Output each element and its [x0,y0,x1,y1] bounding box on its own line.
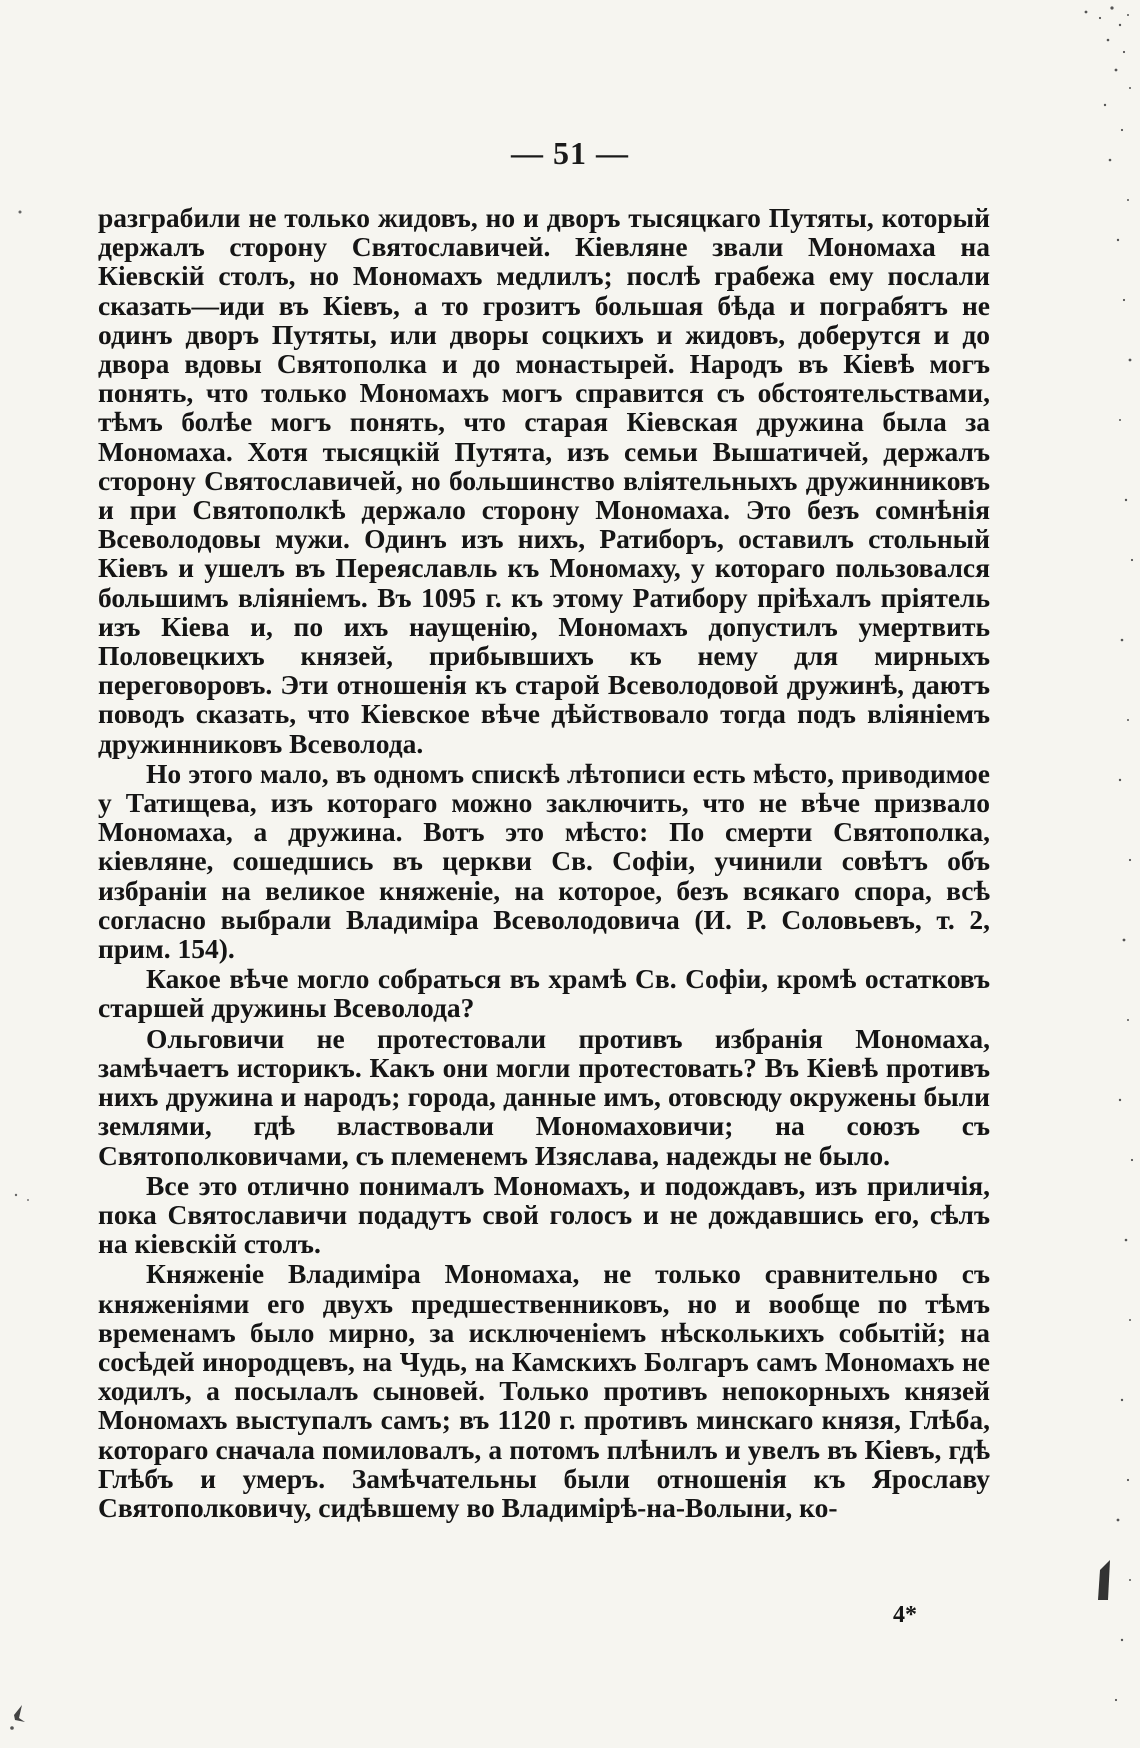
right-margin-specks [990,0,1140,1748]
signature-mark: 4* [893,1602,917,1628]
paragraph-3: Какое вѣче могло собраться въ храмѣ Св. Софіи, кромѣ остатковъ старшей дружины Всеволода? [98,963,990,1024]
paragraph-5: Все это отлично понималъ Мономахъ, и подождавъ, изъ приличія, пока Святославичи подадутъ свой голосъ и не дождавшись его, сѣлъ на кіевскій столъ. [98,1169,990,1260]
paragraph-6: Княженіе Владиміра Мономаха, не только сравнительно съ княженіями его двухъ предшественниковъ, но и вообще по тѣмъ временамъ было мирно, за исключеніемъ нѣсколькихъ событій; на сосѣдей инородцевъ, на Чудь, на Камскихъ Болгаръ самъ Мономахъ не ходилъ, а посылалъ сыновей. Только противъ непокорныхъ князей Мономахъ выступалъ самъ; въ 1120 г. противъ минскаго князя, Глѣба, котораго сначала помиловалъ, а потомъ плѣнилъ и увелъ въ Кіевъ, гдѣ Глѣбъ и умеръ. Замѣчательны были отношенія къ Ярославу Святополковичу, сидѣвшему во Владимірѣ-на-Волыни, ко- [98,1258,990,1523]
paragraph-1: разграбили не только жидовъ, но и дворъ тысяцкаго Путяты, который держалъ сторону Святославичей. Кіевляне звали Мономаха на Кіевскій столъ, но Мономахъ медлилъ; послѣ грабежа ему послали сказать—иди въ Кіевъ, а то грозитъ большая бѣда и пограбятъ не одинъ дворъ Путяты, или дворы соцкихъ и жидовъ, доберутся и до двора вдовы Святополка и до монастырей. Народъ въ Кіевѣ могъ понять, что только Мономахъ могъ справится съ обстоятельствами, тѣмъ болѣе могъ понять, что старая Кіевская дружина была за Мономаха. Хотя тысяцкій Путята, изъ семьи Вышатичей, держалъ сторону Святославичей, но большинство вліятельныхъ дружинниковъ и при Святополкѣ держало сторону Мономаха. Это безъ сомнѣнія Всеволодовы мужи. Одинъ изъ нихъ, Ратиборъ, оставилъ стольный Кіевъ и ушелъ въ Переяславль къ Мономаху, у котораго пользовался большимъ вліяніемъ. Въ 1095 г. къ этому Ратибору пріѣхалъ пріятель изъ Кіева и, по ихъ наущенію, Мономахъ допустилъ умертвить Половецкихъ князей, прибывшихъ къ нему для мирныхъ переговоровъ. Эти отношенія къ старой Всеволодовой дружинѣ, даютъ поводъ сказать, что Кіевское вѣче дѣйствовало тогда подъ вліяніемъ дружинниковъ Всеволода. [98,202,990,759]
page-number: — 51 — [511,135,629,171]
paragraph-4: Ольговичи не протестовали противъ избранія Мономаха, замѣчаетъ историкъ. Какъ они могли протестовать? Въ Кіевѣ противъ нихъ дружина и народъ; города, данные имъ, отовсюду окружены были землями, гдѣ властвовали Мономаховичи; на союзъ съ Святополковичами, съ племенемъ Изяслава, надежды не было. [98,1022,990,1171]
left-margin-specks [0,0,40,1748]
paragraph-2: Но этого мало, въ одномъ спискѣ лѣтописи есть мѣсто, приводимое у Татищева, изъ котораго можно заключить, что не вѣче призвало Мономаха, а дружина. Вотъ это мѣсто: По смерти Святополка, кіевляне, сошедшись въ церкви Св. Софіи, учинили совѣтъ объ избраніи на великое княженіе, на которое, безъ всякаго спора, всѣ согласно выбрали Владиміра Всеволодовича (И. Р. Соловьевъ, т. 2, прим. 154). [98,757,990,965]
page-body [98,203,990,1523]
